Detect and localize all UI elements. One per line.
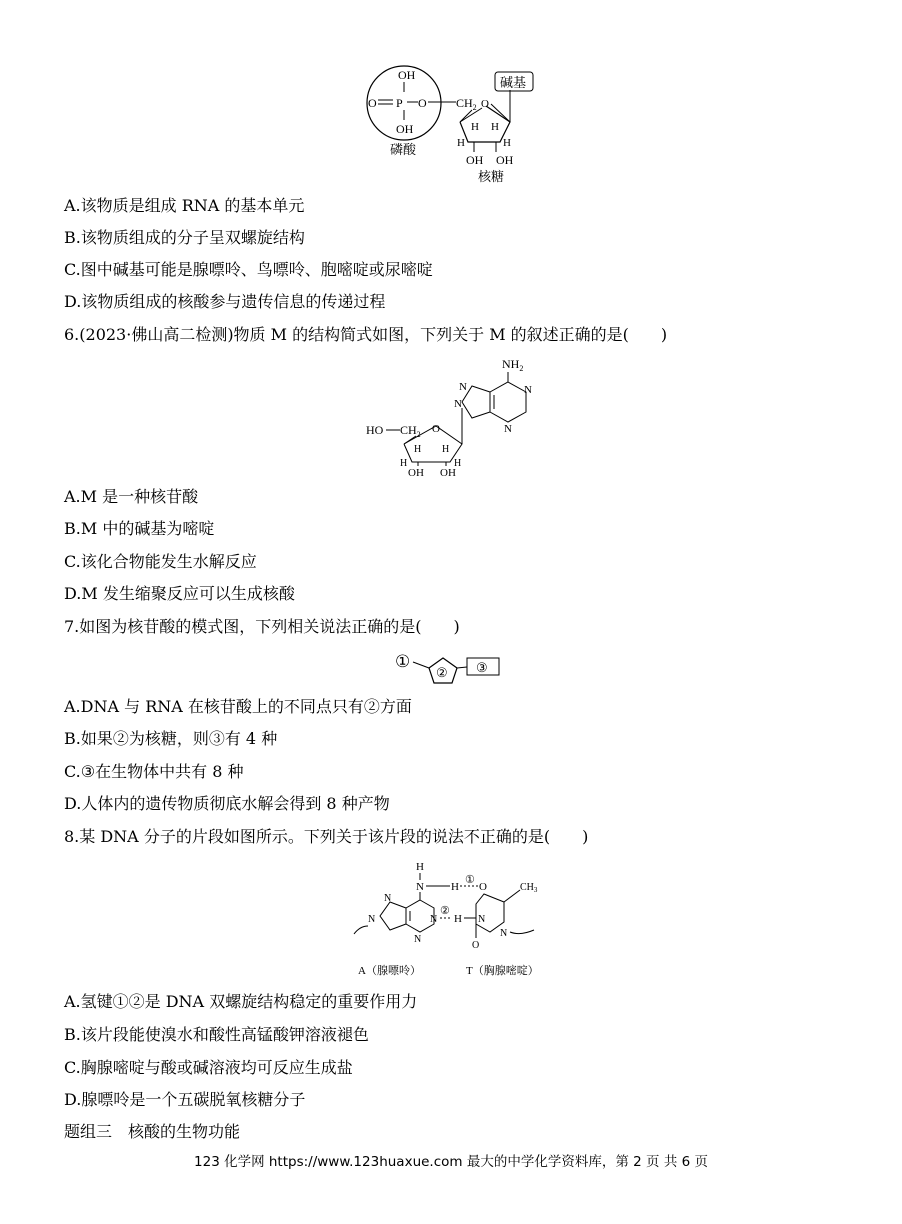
- q8-option-d: D.腺嘌呤是一个五碳脱氧核糖分子: [64, 1090, 306, 1109]
- o-link: O: [418, 96, 427, 110]
- ring-oxygen-2: O: [432, 423, 440, 435]
- n-a-2: N: [368, 914, 376, 925]
- q5-option-c: C.图中碱基可能是腺嘌呤、鸟嘌呤、胞嘧啶或尿嘧啶: [64, 260, 433, 279]
- n-9: N: [454, 398, 462, 410]
- nucleotide-figure: [360, 60, 550, 190]
- h4: H: [503, 137, 511, 149]
- q7-option-c: C.③在生物体中共有 8 种: [64, 762, 244, 781]
- base-pair-structure: [348, 856, 558, 984]
- n-amino: N: [416, 881, 424, 893]
- q6-option-b: B.M 中的碱基为嘧啶: [64, 519, 215, 538]
- q7-option-a: A.DNA 与 RNA 在核苷酸上的不同点只有②方面: [64, 697, 412, 716]
- h-a: H: [414, 444, 422, 455]
- o-carbonyl-top: O: [479, 881, 487, 893]
- h-amino: H: [416, 861, 424, 873]
- nh2-group: $NH_2$: [502, 357, 524, 373]
- page-footer: 123 化学网 https://www.123huaxue.com 最大的中学化学资料库，第 2 页 共 6 页: [194, 1154, 708, 1170]
- h-b: H: [442, 444, 450, 455]
- h1: H: [471, 121, 479, 133]
- n-1: N: [524, 384, 532, 396]
- adenosine-figure: [360, 352, 560, 480]
- nucleotide-model: [395, 650, 505, 686]
- q8-option-c: C.胸腺嘧啶与酸或碱溶液均可反应生成盐: [64, 1058, 353, 1077]
- label-thymine: T（胸腺嘧啶）: [466, 965, 539, 977]
- h-bond-1-h: H: [451, 881, 459, 893]
- ch3-group: $CH_3$: [520, 882, 538, 894]
- base-pair-figure: [348, 856, 558, 984]
- oh-top: OH: [398, 68, 416, 82]
- n-a-3: N: [414, 934, 422, 945]
- oh-bottom: OH: [396, 122, 414, 136]
- part-1-phosphate: ①: [395, 652, 411, 671]
- ch2-group: $CH_2$: [456, 96, 477, 112]
- h2: H: [491, 121, 499, 133]
- n-7: N: [459, 381, 467, 393]
- oh-2: OH: [466, 153, 484, 167]
- o-double: O: [368, 96, 377, 110]
- h3: H: [457, 137, 465, 149]
- part-2-sugar: ②: [436, 665, 448, 680]
- q6-stem: 6.(2023·佛山高二检测)物质 M 的结构简式如图，下列关于 M 的叙述正确的是( ): [64, 325, 668, 344]
- nucleotide-structure: [360, 60, 550, 190]
- h-d: H: [454, 458, 462, 469]
- n-a-1: N: [384, 893, 392, 904]
- q7-option-b: B.如果②为核糖，则③有 4 种: [64, 729, 278, 748]
- q6-option-c: C.该化合物能发生水解反应: [64, 552, 257, 571]
- n-3: N: [504, 423, 512, 435]
- part-3-base: ③: [476, 660, 488, 675]
- nucleotide-model-figure: [395, 650, 505, 686]
- q5-option-d: D.该物质组成的核酸参与遗传信息的传递过程: [64, 292, 386, 311]
- section-heading: 题组三 核酸的生物功能: [64, 1122, 241, 1141]
- q8-option-b: B.该片段能使溴水和酸性高锰酸钾溶液褪色: [64, 1025, 369, 1044]
- n-a-pair: N: [430, 914, 438, 925]
- n-t-2: N: [500, 928, 508, 939]
- p-atom: P: [396, 96, 403, 110]
- q8-stem: 8.某 DNA 分子的片段如图所示。下列关于该片段的说法不正确的是( ): [64, 827, 589, 846]
- q7-stem: 7.如图为核苷酸的模式图，下列相关说法正确的是( ): [64, 617, 460, 636]
- phosphate-label: 磷酸: [390, 142, 417, 157]
- q6-option-d: D.M 发生缩聚反应可以生成核酸: [64, 584, 295, 603]
- q8-option-a: A.氢键①②是 DNA 双螺旋结构稳定的重要作用力: [64, 992, 418, 1011]
- ch2-group-2: $CH_2$: [400, 423, 421, 439]
- q6-option-a: A.M 是一种核苷酸: [64, 487, 199, 506]
- oh-b: OH: [440, 467, 456, 479]
- n-t-1: N: [478, 914, 486, 925]
- h-c: H: [400, 458, 408, 469]
- h-bond-2-h: H: [454, 913, 462, 925]
- bond-mark-1: ①: [465, 874, 475, 886]
- label-adenine: A（腺嘌呤）: [358, 965, 421, 977]
- oh-a: OH: [408, 467, 424, 479]
- q5-option-b: B.该物质组成的分子呈双螺旋结构: [64, 228, 305, 247]
- ring-oxygen: O: [481, 98, 489, 110]
- bond-mark-2: ②: [440, 905, 450, 917]
- q5-option-a: A.该物质是组成 RNA 的基本单元: [64, 196, 305, 215]
- base-box-label: 碱基: [500, 75, 527, 90]
- ribose-label: 核糖: [478, 169, 505, 184]
- o-carbonyl-bottom: O: [472, 940, 480, 951]
- adenosine-structure: [360, 352, 560, 480]
- ho-group: HO: [366, 423, 384, 437]
- q7-option-d: D.人体内的遗传物质彻底水解会得到 8 种产物: [64, 794, 390, 813]
- oh-3: OH: [496, 153, 514, 167]
